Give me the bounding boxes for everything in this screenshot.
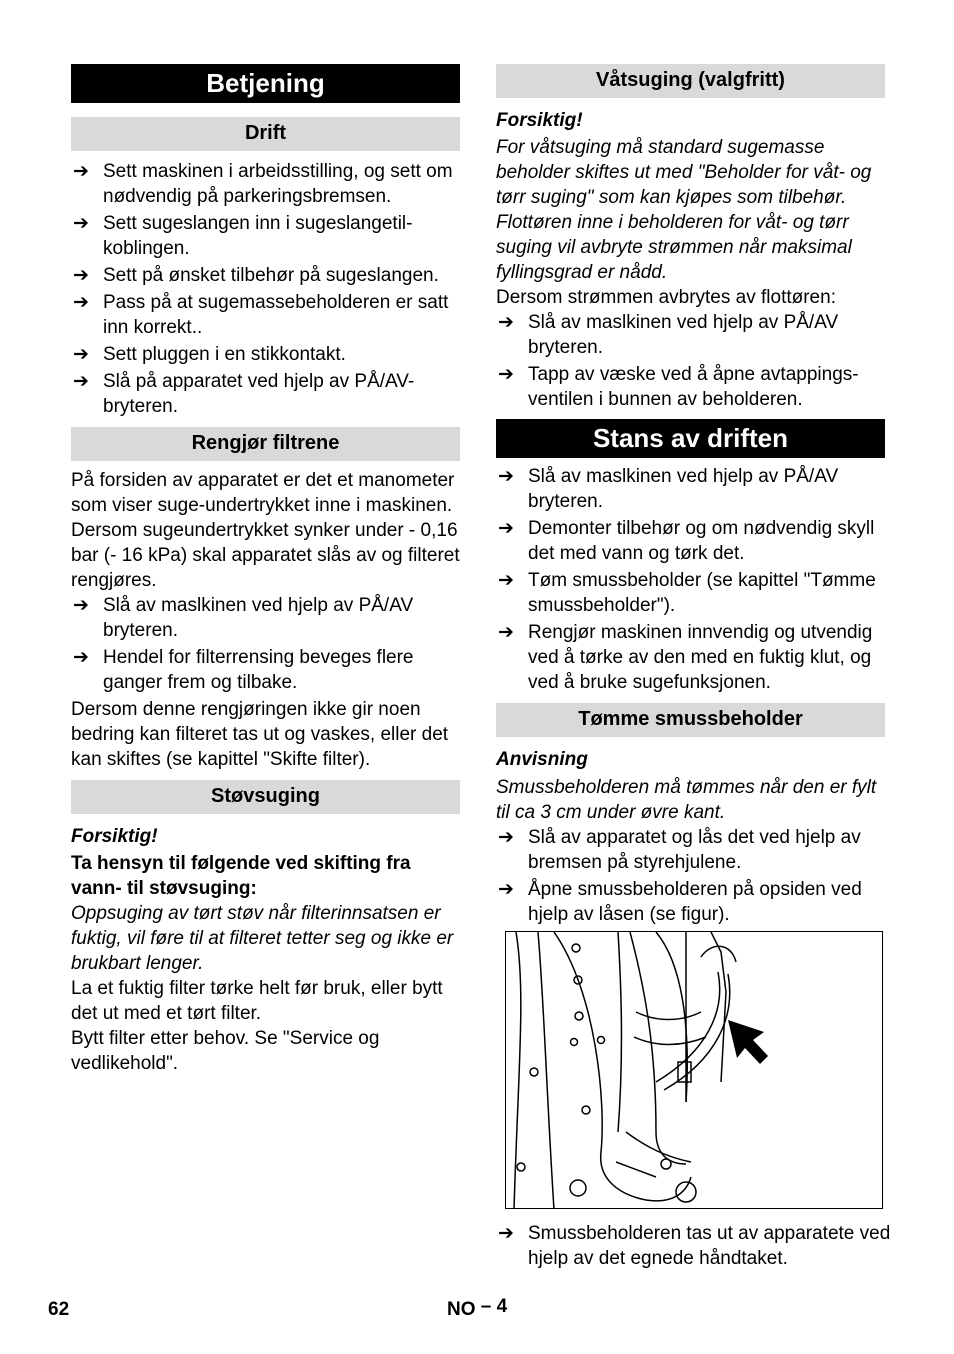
arrow-icon: ➔ xyxy=(73,344,89,365)
step: ➔ Demonter tilbehør og om nødvendig skyll det med vann og tørk det. xyxy=(498,518,875,564)
subsection-title-rengjor: Rengjør filtrene xyxy=(71,427,460,461)
footer-label: NO – 4 xyxy=(447,1296,508,1320)
section-title-betjening: Betjening xyxy=(71,64,460,103)
arrow-icon: ➔ xyxy=(498,827,514,848)
right-column xyxy=(496,64,885,929)
arrow-icon: ➔ xyxy=(498,879,514,900)
arrow-icon: ➔ xyxy=(498,622,514,643)
step: ➔ Slå av apparatet og lås det ved hjelp av bremsen på styrehjulene. xyxy=(498,827,861,873)
note-label: Anvisning xyxy=(496,749,588,770)
machine-illustration xyxy=(505,931,883,1209)
step: ➔ Sett på ønsket tilbehør på sugeslangen. xyxy=(73,265,439,286)
step: ➔ Sett maskinen i arbeidsstilling, og sett om nødvendig på parkeringsbremsen. xyxy=(73,161,453,207)
caution-label: Forsiktig! xyxy=(71,826,158,847)
step: ➔ Smussbeholderen tas ut av apparatete ved hjelp av det egnede håndtaket. xyxy=(498,1223,891,1269)
drift-steps xyxy=(71,159,460,419)
arrow-icon: ➔ xyxy=(498,570,514,591)
rengjor-outro: Dersom denne rengjøringen ikke gir noen bedring kan filteret tas ut og vaskes, eller det kan skiftes (se kapittel "Skifte filter). xyxy=(71,699,449,770)
arrow-icon: ➔ xyxy=(73,265,89,286)
step: ➔ Slå på apparatet ved hjelp av PÅ/AV-bryteren. xyxy=(73,371,415,417)
arrow-icon: ➔ xyxy=(73,161,89,182)
machine-drawing xyxy=(506,932,883,1209)
stovsuging-text-2: Bytt filter etter behov. Se "Service og vedlikehold". xyxy=(71,1028,380,1074)
page-number: 62 xyxy=(48,1299,70,1320)
step: ➔ Tapp av væske ved å åpne avtappings-ventilen i bunnen av beholderen. xyxy=(498,364,859,410)
step: ➔ Slå av maslkinen ved hjelp av PÅ/AV bryteren. xyxy=(498,312,839,358)
step: ➔ Hendel for filterrensing beveges flere ganger frem og tilbake. xyxy=(73,647,414,693)
arrow-icon: ➔ xyxy=(498,312,514,333)
section-title-stans: Stans av driften xyxy=(496,419,885,458)
subsection-title-drift: Drift xyxy=(71,117,460,151)
step: ➔ Sett pluggen i en stikkontakt. xyxy=(73,344,346,365)
arrow-icon: ➔ xyxy=(73,292,89,313)
tomme-italic-note: Smussbeholderen må tømmes når den er fylt til ca 3 cm under øvre kant. xyxy=(496,777,877,823)
stovsuging-bold-note: Ta hensyn til følgende ved skifting fra vann- til støvsuging: xyxy=(71,853,411,899)
subsection-title-tomme: Tømme smussbeholder xyxy=(496,703,885,737)
indicator-arrow xyxy=(728,1020,768,1064)
arrow-icon: ➔ xyxy=(73,213,89,234)
vatsuging-italic-note: For våtsuging må standard sugemasse beholder skiftes ut med "Beholder for våt- og tørr suging" som kan kjøpes som tilbehør. Flottøren inne i beholderen for våt- og tørr suging vil avbryte strømmen når maksimal fyllingsgrad er nådd. xyxy=(496,137,872,283)
subsection-title-vatsuging: Våtsuging (valgfritt) xyxy=(496,64,885,98)
subsection-title-stovsuging: Støvsuging xyxy=(71,780,460,814)
step: ➔ Slå av maslkinen ved hjelp av PÅ/AV bryteren. xyxy=(73,595,414,641)
arrow-icon: ➔ xyxy=(498,466,514,487)
stovsuging-italic-note: Oppsuging av tørt støv når filterinnsatsen er fuktig, vil føre til at filteret tetter seg og ikke er brukbart lenger. xyxy=(71,903,454,974)
stans-steps xyxy=(496,464,885,695)
step: ➔ Pass på at sugemassebeholderen er satt inn korrekt.. xyxy=(73,292,449,338)
caution-label: Forsiktig! xyxy=(496,110,583,131)
vatsuging-text: Dersom strømmen avbrytes av flottøren: xyxy=(496,287,836,308)
step: ➔ Tøm smussbeholder (se kapittel "Tømme smussbeholder"). xyxy=(498,570,876,616)
step: ➔ Rengjør maskinen innvendig og utvendig ved å tørke av den med en fuktig klut, og ved å bruke sugefunksjonen. xyxy=(498,622,873,693)
step: ➔ Åpne smussbeholderen på opsiden ved hjelp av låsen (se figur). xyxy=(498,879,862,925)
rengjor-intro: På forsiden av apparatet er det et manometer som viser suge-undertrykket inne i maskinen. Dersom sugeundertrykket synker under - 0,16 bar (- 16 kPa) skal apparatet slås av og filteret rengjøres. xyxy=(71,470,460,591)
arrow-icon: ➔ xyxy=(498,1223,514,1244)
arrow-icon: ➔ xyxy=(73,371,89,392)
step: ➔ Slå av maslkinen ved hjelp av PÅ/AV bryteren. xyxy=(498,466,839,512)
arrow-icon: ➔ xyxy=(73,647,89,668)
arrow-icon: ➔ xyxy=(73,595,89,616)
arrow-icon: ➔ xyxy=(498,364,514,385)
arrow-icon: ➔ xyxy=(498,518,514,539)
step: ➔ Sett sugeslangen inn i sugeslangetil-koblingen. xyxy=(73,213,413,259)
left-column xyxy=(71,64,460,1076)
stovsuging-text-1: La et fuktig filter tørke helt før bruk, eller bytt det ut med et tørt filter. xyxy=(71,978,443,1024)
